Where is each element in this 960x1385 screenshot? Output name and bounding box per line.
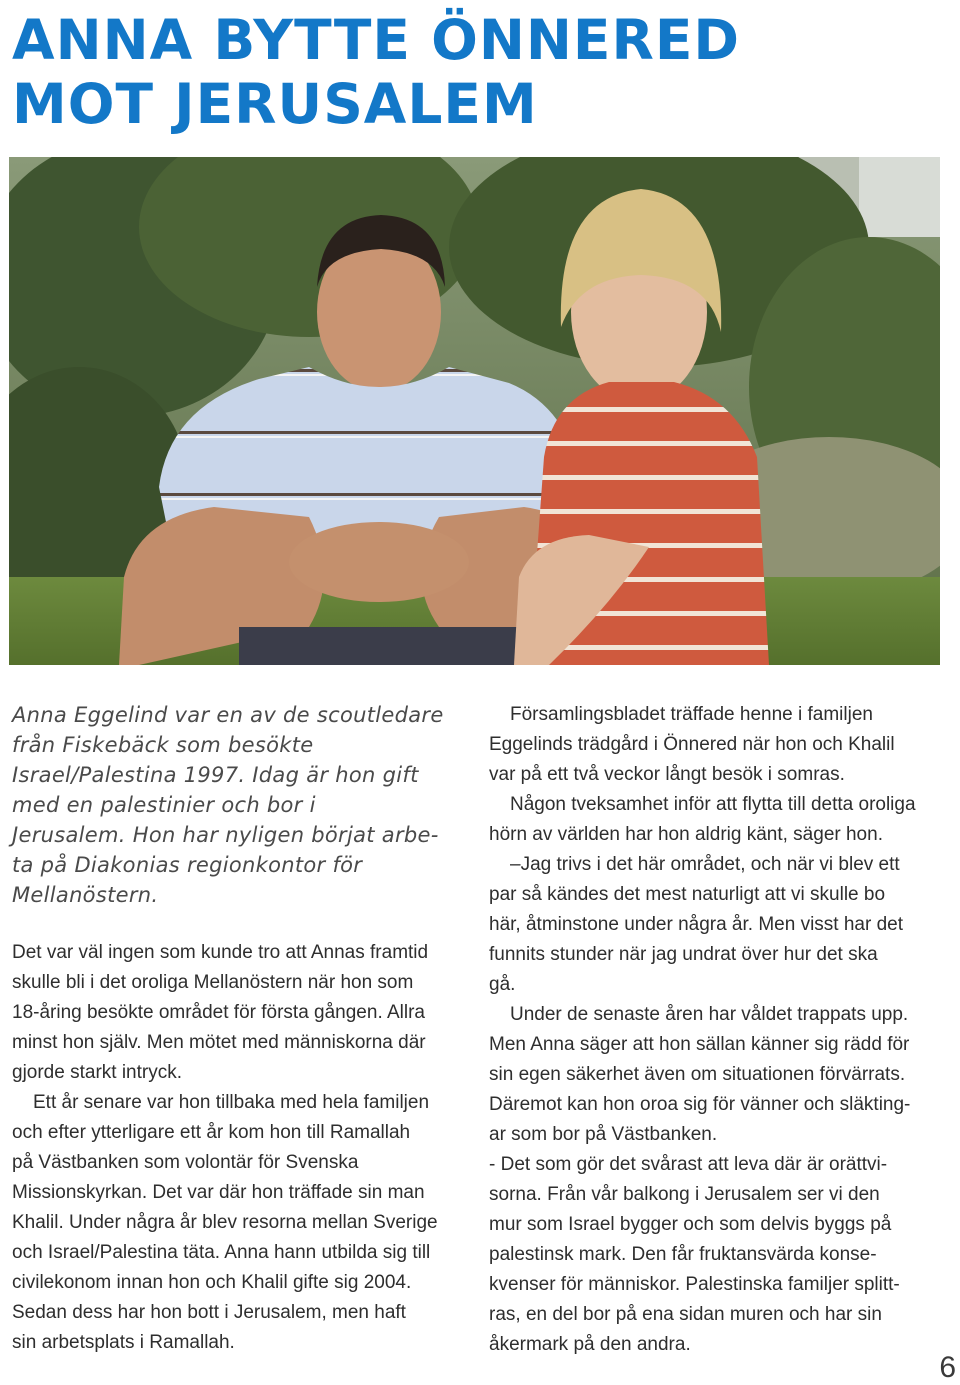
headline-line-1: ANNA BYTTE ÖNNERED <box>12 8 741 72</box>
headline <box>12 8 740 136</box>
text-line: på Västbanken som volontär för Svenska <box>12 1152 359 1173</box>
text-line: hörn av världen har hon aldrig känt, säger hon. <box>489 824 883 845</box>
text-line: Någon tveksamhet inför att flytta till detta oroliga <box>510 794 916 815</box>
ingress-line: från Fiskebäck som besökte <box>12 733 314 757</box>
body-paragraph <box>489 1000 949 1150</box>
text-line: Missionskyrkan. Det var där hon träffade sin man <box>12 1182 425 1203</box>
text-line: Men Anna säger att hon sällan känner sig rädd för <box>489 1034 910 1055</box>
text-line: här, åtminstone under några år. Men visst har det <box>489 914 904 935</box>
body-paragraph <box>489 1150 949 1360</box>
text-line: gjorde starkt intryck. <box>12 1062 182 1083</box>
text-line: Khalil. Under några år blev resorna mellan Sverige <box>12 1212 438 1233</box>
text-line: Däremot kan hon oroa sig för vänner och släkting- <box>489 1094 911 1115</box>
ingress-line: Israel/Palestina 1997. Idag är hon gift <box>12 763 419 787</box>
text-line: 18-åring besökte området för första gången. Allra <box>12 1002 425 1023</box>
body-paragraph <box>489 850 949 1000</box>
text-line: mur som Israel bygger och som delvis byggs på <box>489 1214 892 1235</box>
text-line: skulle bli i det oroliga Mellanöstern när hon som <box>12 972 414 993</box>
body-paragraph <box>489 700 949 790</box>
ingress-line: Mellanöstern. <box>12 883 159 907</box>
page-number: 6 <box>939 1351 956 1384</box>
text-line: Det var väl ingen som kunde tro att Annas framtid <box>12 942 429 963</box>
body-paragraph <box>489 790 949 850</box>
text-line: sin arbetsplats i Ramallah. <box>12 1332 235 1353</box>
text-line: kvenser för människor. Palestinska familjer splitt- <box>489 1274 900 1295</box>
ingress <box>12 700 464 910</box>
text-line: ar som bor på Västbanken. <box>489 1124 718 1145</box>
text-line: var på ett två veckor långt besök i somras. <box>489 764 845 785</box>
headline-line-2: MOT JERUSALEM <box>12 72 538 136</box>
text-line: civilekonom innan hon och Khalil gifte sig 2004. <box>12 1272 412 1293</box>
text-line: minst hon själv. Men mötet med människorna där <box>12 1032 426 1053</box>
man-and-woman-photo <box>9 157 940 665</box>
text-line: Ett år senare var hon tillbaka med hela familjen <box>33 1092 430 1113</box>
text-line: åkermark på den andra. <box>489 1334 691 1355</box>
text-line: Sedan dess har hon bott i Jerusalem, men haft <box>12 1302 406 1323</box>
text-line: –Jag trivs i det här området, och när vi blev ett <box>510 854 900 875</box>
text-line: Eggelinds trädgård i Önnered när hon och Khalil <box>489 734 895 755</box>
text-line: Under de senaste åren har våldet trappats upp. <box>510 1004 909 1025</box>
text-line: - Det som gör det svårast att leva där är orättvi- <box>489 1154 888 1175</box>
text-line: och Israel/Palestina täta. Anna hann utbilda sig till <box>12 1242 431 1263</box>
ingress-line: med en palestinier och bor i <box>12 793 316 817</box>
right-column <box>489 700 949 1360</box>
text-line: och efter ytterligare ett år kom hon till Ramallah <box>12 1122 411 1143</box>
ingress-line: Jerusalem. Hon har nyligen börjat arbe- <box>12 823 439 847</box>
text-line: funnits stunder när jag undrat över hur det ska <box>489 944 878 965</box>
photo-illustration <box>9 157 940 665</box>
ingress-line: Anna Eggelind var en av de scoutledare <box>12 703 444 727</box>
text-line: palestinsk mark. Den får fruktansvärda konse- <box>489 1244 877 1265</box>
text-line: gå. <box>489 974 516 995</box>
text-line: sorna. Från vår balkong i Jerusalem ser vi den <box>489 1184 880 1205</box>
body-paragraph <box>12 1088 464 1358</box>
left-column <box>12 700 464 1358</box>
body-paragraph <box>12 938 464 1088</box>
text-line: ras, en del bor på ena sidan muren och har sin <box>489 1304 882 1325</box>
text-line: Församlingsbladet träffade henne i familjen <box>510 704 873 725</box>
ingress-line: ta på Diakonias regionkontor för <box>12 853 363 877</box>
text-line: par så kändes det mest naturligt att vi skulle bo <box>489 884 886 905</box>
text-line: sin egen säkerhet även om situationen förvärrats. <box>489 1064 906 1085</box>
